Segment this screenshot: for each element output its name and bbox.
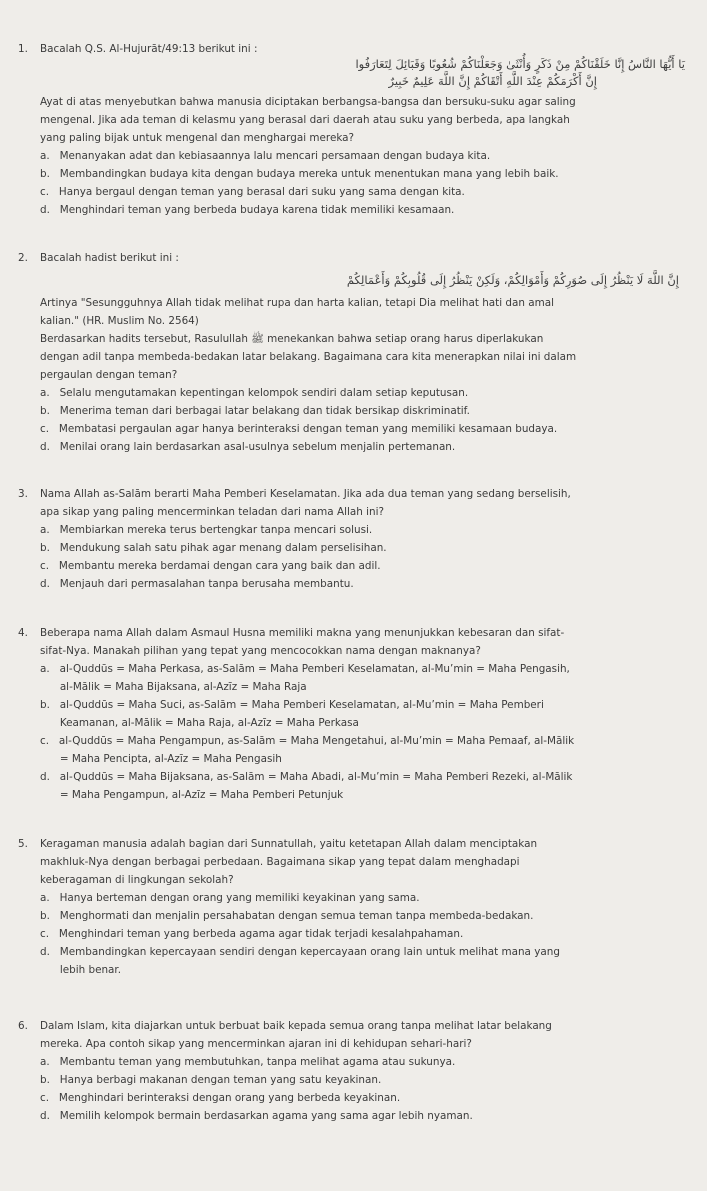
question-text-line: dengan adil tanpa membeda-bedakan latar belakang. Bagaimana cara kita menerapkan nilai ini dalam bbox=[40, 351, 577, 363]
option-d[interactable]: d. Memilih kelompok bermain berdasarkan agama yang sama agar lebih nyaman. bbox=[40, 1110, 473, 1122]
option-a[interactable]: a. Membiarkan mereka terus bertengkar tanpa mencari solusi. bbox=[40, 524, 373, 536]
question-text-line: Berdasarkan hadits tersebut, Rasulullah ﷺ menekankan bahwa setiap orang harus diperlakukan bbox=[40, 333, 544, 345]
question-intro: Bacalah hadist berikut ini : bbox=[40, 252, 179, 264]
question-text-line: apa sikap yang paling mencerminkan teladan dari nama Allah ini? bbox=[40, 506, 384, 518]
option-b[interactable]: b. al-Quddūs = Maha Suci, as-Salām = Maha Pemberi Keselamatan, al-Mu’min = Maha Pemberi bbox=[40, 699, 544, 711]
option-d[interactable]: d. Menjauh dari permasalahan tanpa berusaha membantu. bbox=[40, 578, 354, 590]
question-number: 4. bbox=[18, 627, 28, 639]
option-a[interactable]: a. Menanyakan adat dan kebiasaannya lalu mencari persamaan dengan budaya kita. bbox=[40, 150, 491, 162]
question-text-line: Ayat di atas menyebutkan bahwa manusia diciptakan berbangsa-bangsa dan bersuku-suku agar saling bbox=[40, 96, 576, 108]
option-a-continued[interactable]: al-Mālik = Maha Bijaksana, al-Azīz = Maha Raja bbox=[40, 681, 307, 693]
question-text-line: Beberapa nama Allah dalam Asmaul Husna memiliki makna yang menunjukkan kebesaran dan sifat- bbox=[40, 627, 565, 639]
question-number: 2. bbox=[18, 252, 28, 264]
option-d-continued[interactable]: lebih benar. bbox=[40, 964, 122, 976]
option-c-continued[interactable]: = Maha Pencipta, al-Azīz = Maha Pengasih bbox=[40, 753, 282, 765]
option-a[interactable]: a. al-Quddūs = Maha Perkasa, as-Salām = Maha Pemberi Keselamatan, al-Mu’min = Maha Pengasih, bbox=[40, 663, 570, 675]
option-c[interactable]: c. Menghindari berinteraksi dengan orang yang berbeda keyakinan. bbox=[40, 1092, 401, 1104]
question-text-line: keberagaman di lingkungan sekolah? bbox=[40, 874, 234, 886]
option-c[interactable]: c. Membatasi pergaulan agar hanya berinteraksi dengan teman yang memiliki kesamaan budaya. bbox=[40, 423, 558, 435]
option-c[interactable]: c. Menghindari teman yang berbeda agama agar tidak terjadi kesalahpahaman. bbox=[40, 928, 464, 940]
question-text-line: sifat-Nya. Manakah pilihan yang tepat yang mencocokkan nama dengan maknanya? bbox=[40, 645, 481, 657]
question-text-line: yang paling bijak untuk mengenal dan menghargai mereka? bbox=[40, 132, 355, 144]
option-a[interactable]: a. Hanya berteman dengan orang yang memiliki keyakinan yang sama. bbox=[40, 892, 420, 904]
option-d-continued[interactable]: = Maha Pengampun, al-Azīz = Maha Pemberi Petunjuk bbox=[40, 789, 344, 801]
question-text-line: Keragaman manusia adalah bagian dari Sunnatullah, yaitu ketetapan Allah dalam menciptakan bbox=[40, 838, 538, 850]
question-text-line: kalian." (HR. Muslim No. 2564) bbox=[40, 315, 199, 327]
option-a[interactable]: a. Selalu mengutamakan kepentingan kelompok sendiri dalam setiap keputusan. bbox=[40, 387, 469, 399]
question-number: 3. bbox=[18, 488, 28, 500]
option-a[interactable]: a. Membantu teman yang membutuhkan, tanpa melihat agama atau sukunya. bbox=[40, 1056, 456, 1068]
option-b[interactable]: b. Membandingkan budaya kita dengan budaya mereka untuk menentukan mana yang lebih baik. bbox=[40, 168, 559, 180]
question-number: 6. bbox=[18, 1020, 28, 1032]
question-text-line: makhluk-Nya dengan berbagai perbedaan. Bagaimana sikap yang tepat dalam menghadapi bbox=[40, 856, 520, 868]
question-text-line: Dalam Islam, kita diajarkan untuk berbuat baik kepada semua orang tanpa melihat latar belakang bbox=[40, 1020, 552, 1032]
arabic-verse-line: إِنَّ أَكْرَمَكُمْ عِنْدَ اللَّهِ أَتْقَاكُمْ إِنَّ اللَّهَ عَلِيمٌ خَبِيرٌ bbox=[388, 74, 597, 88]
question-text-line: Nama Allah as-Salām berarti Maha Pemberi Keselamatan. Jika ada dua teman yang sedang berselisih, bbox=[40, 488, 571, 500]
arabic-hadith: إِنَّ اللَّهَ لَا يَنْظُرُ إِلَى صُوَرِكُمْ وَأَمْوَالِكُمْ، وَلَكِنْ يَنْظُرُ إِلَى قُلُوبِكُمْ وَأَعْمَالِكُمْ bbox=[346, 273, 679, 287]
question-text-line: Artinya "Sesungguhnya Allah tidak melihat rupa dan harta kalian, tetapi Dia melihat hati dan amal bbox=[40, 297, 555, 309]
question-number: 1. bbox=[18, 43, 28, 55]
option-b[interactable]: b. Menghormati dan menjalin persahabatan dengan semua teman tanpa membeda-bedakan. bbox=[40, 910, 534, 922]
question-text-line: mereka. Apa contoh sikap yang mencerminkan ajaran ini di kehidupan sehari-hari? bbox=[40, 1038, 472, 1050]
question-text-line: pergaulan dengan teman? bbox=[40, 369, 178, 381]
option-c[interactable]: c. Hanya bergaul dengan teman yang berasal dari suku yang sama dengan kita. bbox=[40, 186, 465, 198]
option-c[interactable]: c. al-Quddūs = Maha Pengampun, as-Salām = Maha Mengetahui, al-Mu’min = Maha Pemaaf, al-Mālik bbox=[40, 735, 575, 747]
option-d[interactable]: d. Membandingkan kepercayaan sendiri dengan kepercayaan orang lain untuk melihat mana yang bbox=[40, 946, 560, 958]
question-intro: Bacalah Q.S. Al-Hujurāt/49:13 berikut ini : bbox=[40, 43, 258, 55]
option-c[interactable]: c. Membantu mereka berdamai dengan cara yang baik dan adil. bbox=[40, 560, 381, 572]
option-b[interactable]: b. Mendukung salah satu pihak agar menang dalam perselisihan. bbox=[40, 542, 387, 554]
option-d[interactable]: d. al-Quddūs = Maha Bijaksana, as-Salām = Maha Abadi, al-Mu’min = Maha Pemberi Rezeki, al-Mālik bbox=[40, 771, 573, 783]
option-b-continued[interactable]: Keamanan, al-Mālik = Maha Raja, al-Azīz = Maha Perkasa bbox=[40, 717, 359, 729]
arabic-verse-line: يَا أَيُّهَا النَّاسُ إِنَّا خَلَقْنَاكُمْ مِنْ ذَكَرٍ وَأُنْثَىٰ وَجَعَلْنَاكُمْ شُعُوبًا وَقَبَائِلَ لِتَعَارَفُوا bbox=[355, 57, 685, 71]
option-b[interactable]: b. Hanya berbagi makanan dengan teman yang satu keyakinan. bbox=[40, 1074, 382, 1086]
option-b[interactable]: b. Menerima teman dari berbagai latar belakang dan tidak bersikap diskriminatif. bbox=[40, 405, 470, 417]
question-number: 5. bbox=[18, 838, 28, 850]
question-text-line: mengenal. Jika ada teman di kelasmu yang berasal dari daerah atau suku yang berbeda, apa langkah bbox=[40, 114, 570, 126]
option-d[interactable]: d. Menilai orang lain berdasarkan asal-usulnya sebelum menjalin pertemanan. bbox=[40, 441, 456, 453]
option-d[interactable]: d. Menghindari teman yang berbeda budaya karena tidak memiliki kesamaan. bbox=[40, 204, 455, 216]
